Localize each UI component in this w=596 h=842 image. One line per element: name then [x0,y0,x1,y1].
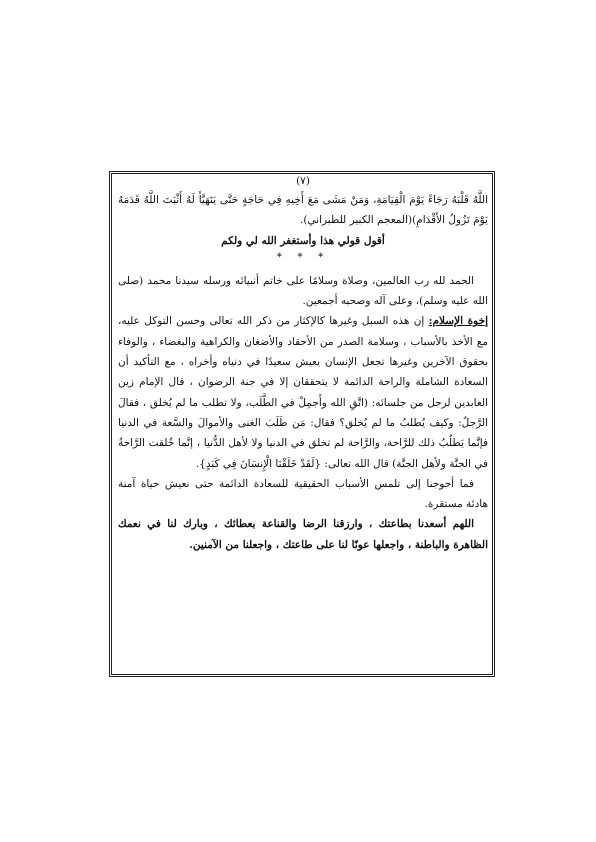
hope-paragraph: فما أحوجنا إلى تلمس الأسباب الحقيقية للسعادة الدائمة حتى نعيش حياة آمنة هادئة مستقرة. [118,477,488,511]
prayer-paragraph: اللهم أسعدنا بطاعتك ، وارزقنا الرضا والقناعة بعطائك ، وبارك لنا في نعمك الظاهرة والباطنة ، واجعلها عونًا لنا على طاعتك ، واجعلنا من الآمنين. [118,518,488,551]
main-paragraph-text: إن هذه السبل وغيرها كالإكثار من ذكر الله تعالى وحسن التوكل عليه، مع الأخذ بالأسباب ، وسلامة الصدر من الأحقاد والأضغان والكراهية والبغضاء ، والوفاء بحقوق الآخرين وغيرها تجعل الإنسان يعيش سعيدًا في دنياه وأخراه ، مع التأكيد أن السعادة الشاملة والراحة الدائمة لا يتحققان إلا في جنة الرضوان ، قال الإمام زين العابدين لرجل من جلسائه: (اتَّقِ الله وأَجمِلْ في الطَّلَب، ولا تطلب ما لم يُخلق ، فقالَ الرَّجلُ: وكيف يُطلبُ ما لم يُخلق؟ فقال: مَن طَلَبَ الغنى والأموالَ والسَّعة في الدنيا فإنَّما يَطلُبُ ذلك للرَّاحة، والرَّاحة لم تخلق في الدنيا ولا لأهل الدُّنيا ، إنَّما خُلقت الرَّاحةُ في الجنَّة ولأهل الجنَّة) قال الله تعالى: {لَقَدْ خَلَقْنَا الْإِنسَانَ فِي كَبَدٍ}. [118,315,488,470]
main-paragraph [118,311,488,473]
praise-paragraph: الحمد لله رب العالمين، وصلاة وسلامًا على خاتم أنبيائه ورسله سيدنا محمد (صلى الله عليه وسلم)، وعلى آله وصحبه أجمعين. [118,274,488,308]
separator-stars: * * * [276,250,330,263]
page-number: (٧) [296,175,310,187]
hadith-text: اللَّهُ قَلْبَهُ رَجَاءً يَوْمَ الْقِيَامَةِ، وَمَنْ مَشَى مَعَ أَخِيهِ فِي حَاجَةٍ حَتَّى يَتَهَيَّأَ لَهُ أَثْبَتَ اللَّهُ قَدَمَهُ يَوْمَ تَزُولُ الأَقْدَامِ)(المعجم الكبير للطبراني). [118,194,488,227]
brothers-label: إخوة الإسلام: [428,315,488,328]
closing-line: أقول قولي هذا وأستغفر الله لي ولكم [221,234,385,247]
page-content [118,174,488,555]
